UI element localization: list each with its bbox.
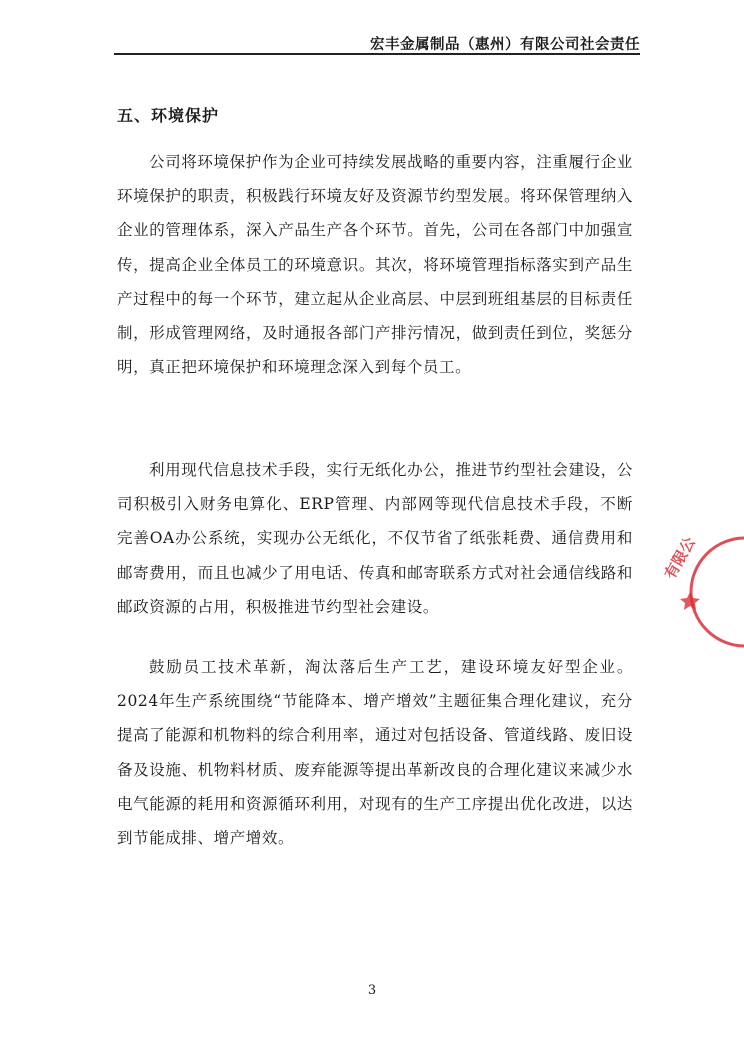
paragraph-paperless-office: 利用现代信息技术手段，实行无纸化办公，推进节约型社会建设，公司积极引入财务电算化、ERP管理、内部网等现代信息技术手段，不断完善OA办公系统，实现办公无纸化，不仅节省了纸张耗费、通信费用和邮寄费用，而且也减少了用电话、传真和邮寄联系方式对社会通信线路和邮政资源的占用，积极推进节约型社会建设。: [117, 461, 633, 616]
paragraph-technical-innovation: 鼓励员工技术革新，淘汰落后生产工艺，建设环境友好型企业。2024年生产系统围绕“节能降本、增产增效”主题征集合理化建议，充分提高了能源和机物料的综合利用率，通过对包括设备、管道线路、废旧设备及设施、机物料材质、废弃能源等提出革新改良的合理化建议来减少水电气能源的耗用和资源循环利用，对现有的生产工序提出优化改进，以达到节能成排、增产增效。: [117, 658, 633, 848]
header-title: 宏丰金属制品（惠州）有限公司社会责任: [370, 37, 640, 53]
seal-text: 有限公: [660, 534, 699, 582]
section-heading: 五、环境保护: [117, 106, 220, 125]
header-rule: [114, 53, 640, 55]
company-seal: [650, 534, 744, 650]
seal-stamp-icon: [650, 534, 744, 650]
paragraph-environment-policy: 公司将环境保护作为企业可持续发展战略的重要内容，注重履行企业环境保护的职责，积极践行环境友好及资源节约型发展。将环保管理纳入企业的管理体系，深入产品生产各个环节。首先，公司在各部门中加强宣传，提高企业全体员工的环境意识。其次，将环境管理指标落实到产品生产过程中的每一个环节，建立起从企业高层、中层到班组基层的目标责任制，形成管理网络，及时通报各部门产排污情况，做到责任到位，奖惩分明，真正把环境保护和环境理念深入到每个员工。: [117, 153, 633, 377]
page-number: 3: [367, 983, 377, 998]
